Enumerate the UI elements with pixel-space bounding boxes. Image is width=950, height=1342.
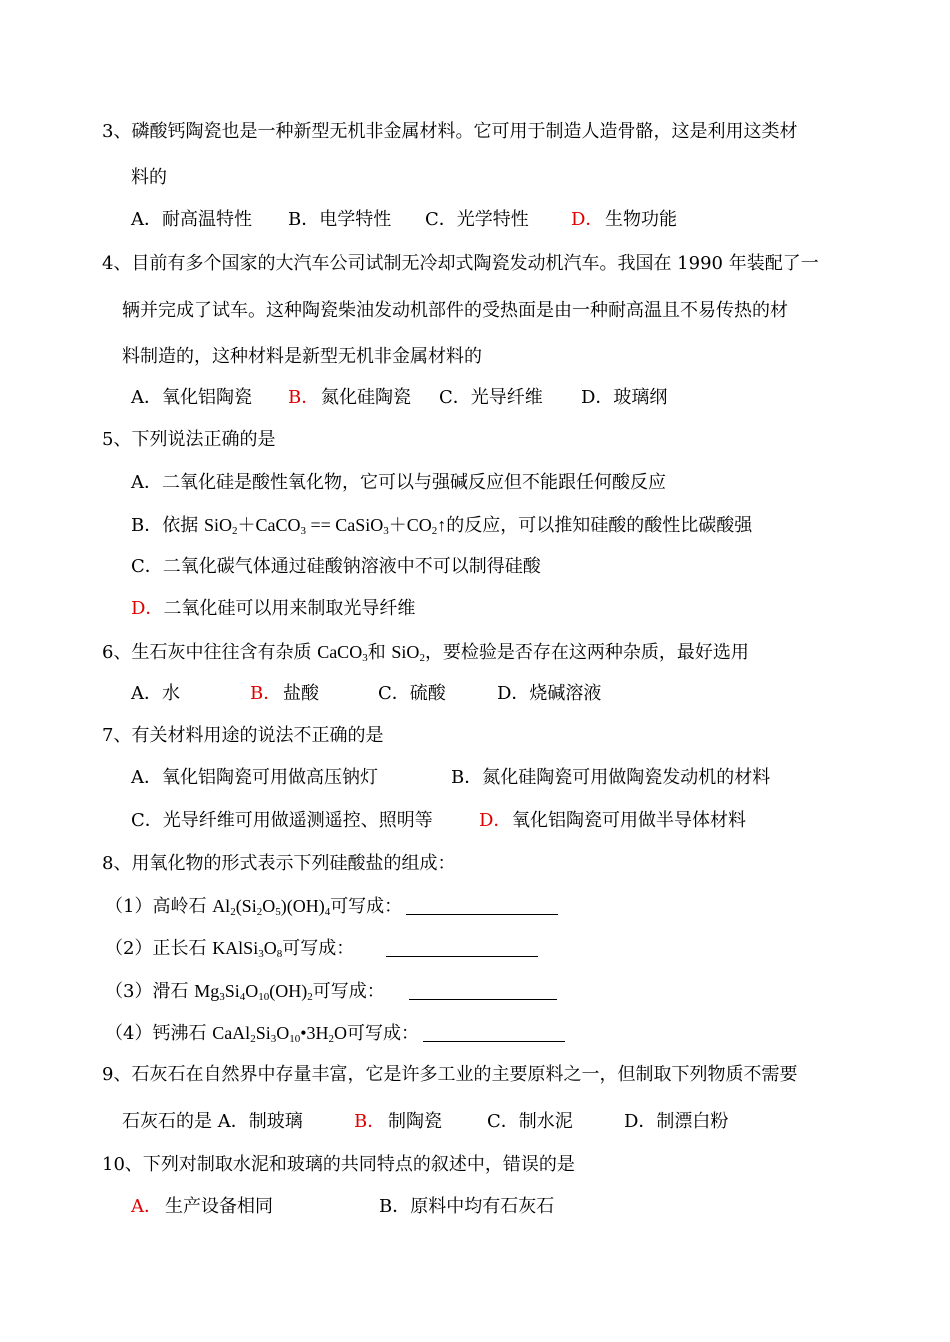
q4-option-c: C．光导纤维 [439, 387, 543, 408]
q3-option-d-letter: D． [571, 209, 604, 230]
q3-option-d-text: 生物功能 [605, 209, 677, 230]
q5-option-a: A．二氧化硅是酸性氧化物，它可以与强碱反应但不能跟任何酸反应 [131, 472, 666, 493]
q4-stem-line1: 4、目前有多个国家的大汽车公司试制无冷却式陶瓷发动机汽车。我国在 1990 年装配了一 [102, 253, 819, 274]
q6-stem [102, 640, 749, 665]
q8-item-1-suffix: 可写成： [330, 896, 403, 917]
q8-item-1-formula: $Al_2(Si_2O_5)(OH)_4$ [212, 896, 331, 918]
q10-option-a-text: 生产设备相同 [165, 1196, 273, 1217]
q9-stem-line2-text: 石灰石的是 A．制玻璃 [122, 1111, 303, 1132]
q10-option-b: B．原料中均有石灰石 [379, 1196, 555, 1217]
q8-item-3-answer-blank[interactable] [409, 981, 557, 1000]
q3-option-c: C．光学特性 [425, 209, 529, 230]
q5-option-b [131, 513, 752, 538]
q8-item-3-label: （3）滑石 [105, 981, 195, 1002]
q10-option-a-letter: A． [131, 1196, 162, 1217]
q7-option-a: A．氧化铝陶瓷可用做高压钠灯 [131, 767, 378, 788]
q6-option-a: A．水 [131, 683, 180, 704]
q9-stem-line1: 9、石灰石在自然界中存量丰富，它是许多工业的主要原料之一，但制取下列物质不需要 [102, 1064, 798, 1085]
q5-equation: SiO$_2$＋CaCO$_3$ == $CaSiO_3+CO_2↑$ [203, 515, 447, 537]
q8-item-1-answer-blank[interactable] [406, 896, 558, 915]
q6-option-b-letter: B． [250, 683, 282, 704]
q6-formula-caco3: CaCO$_3$ [317, 642, 368, 664]
q5-stem: 5、下列说法正确的是 [102, 429, 276, 450]
q8-item-1 [105, 894, 558, 919]
q8-item-2-suffix: 可写成： [282, 938, 355, 959]
q5-option-b-prefix: B．依据 [131, 515, 204, 536]
q4-stem-line3: 料制造的，这种材料是新型无机非金属材料的 [122, 346, 482, 367]
q8-item-4-suffix: 可写成： [347, 1023, 420, 1044]
q4-option-a: A．氧化铝陶瓷 [131, 387, 252, 408]
q5-option-c: C．二氧化碳气体通过硅酸钠溶液中不可以制得硅酸 [131, 556, 541, 577]
q3-stem-line2: 料的 [131, 167, 167, 188]
q5-option-b-suffix: 的反应，可以推知硅酸的酸性比碳酸强 [446, 515, 753, 536]
q7-option-b: B．氮化硅陶瓷可用做陶瓷发动机的材料 [451, 767, 771, 788]
q8-item-1-label: （1）高岭石 [105, 896, 213, 917]
q9-option-b-letter: B． [354, 1111, 386, 1132]
q9-option-d: D．制漂白粉 [624, 1111, 729, 1132]
q8-item-3 [105, 979, 557, 1004]
q9-option-c: C．制水泥 [487, 1111, 573, 1132]
q5-option-d-letter: D． [131, 598, 164, 619]
q9-option-b-text: 制陶瓷 [388, 1111, 442, 1132]
q8-item-4-label: （4）钙沸石 [105, 1023, 213, 1044]
q10-stem: 10、下列对制取水泥和玻璃的共同特点的叙述中，错误的是 [102, 1154, 575, 1175]
q8-item-2-formula: $KAlSi_3O_8$ [212, 938, 283, 960]
q5-option-d-text: 二氧化硅可以用来制取光导纤维 [163, 598, 416, 619]
q5-option-d [131, 597, 415, 621]
q8-item-2-answer-blank[interactable] [386, 938, 538, 957]
q6-stem-suffix: ，要检验是否存在这两种杂质，最好选用 [424, 642, 749, 663]
q4-option-b-letter: B． [288, 387, 320, 408]
q3-option-b: B．电学特性 [288, 209, 392, 230]
q8-item-3-formula: $Mg_3Si_4O_{10}(OH)_2$ [194, 981, 313, 1003]
q6-option-d: D．烧碱溶液 [497, 683, 602, 704]
q8-item-4-answer-blank[interactable] [423, 1023, 565, 1042]
q8-item-4-formula: $CaAl_2Si_3O_{10}•3H_2O$ [212, 1023, 348, 1045]
q4-stem-line2: 辆并完成了试车。这种陶瓷柴油发动机部件的受热面是由一种耐高温且不易传热的材 [122, 300, 788, 321]
q7-option-d-letter: D． [479, 810, 512, 831]
q6-stem-prefix: 6、生石灰中往往含有杂质 [102, 642, 318, 663]
q8-item-3-suffix: 可写成： [312, 981, 385, 1002]
q7-stem: 7、有关材料用途的说法不正确的是 [102, 725, 384, 746]
q8-item-2 [105, 936, 538, 961]
q6-option-c: C．硫酸 [378, 683, 446, 704]
q8-item-2-label: （2）正长石 [105, 938, 213, 959]
q8-stem: 8、用氧化物的形式表示下列硅酸盐的组成： [102, 853, 456, 874]
q4-option-d: D．玻璃纲 [581, 387, 668, 408]
q4-option-b-text: 氮化硅陶瓷 [321, 387, 411, 408]
q7-option-d-text: 氧化铝陶瓷可用做半导体材料 [512, 810, 746, 831]
q3-stem-line1: 3、磷酸钙陶瓷也是一种新型无机非金属材料。它可用于制造人造骨骼，这是利用这类材 [102, 121, 798, 142]
q6-option-b-text: 盐酸 [283, 683, 319, 704]
q6-formula-sio2: SiO$_2$ [391, 642, 425, 664]
q8-item-4 [105, 1021, 565, 1046]
q7-option-c: C．光导纤维可用做遥测遥控、照明等 [131, 810, 433, 831]
q6-stem-mid: 和 [367, 642, 392, 663]
q3-option-a: A．耐高温特性 [131, 209, 252, 230]
